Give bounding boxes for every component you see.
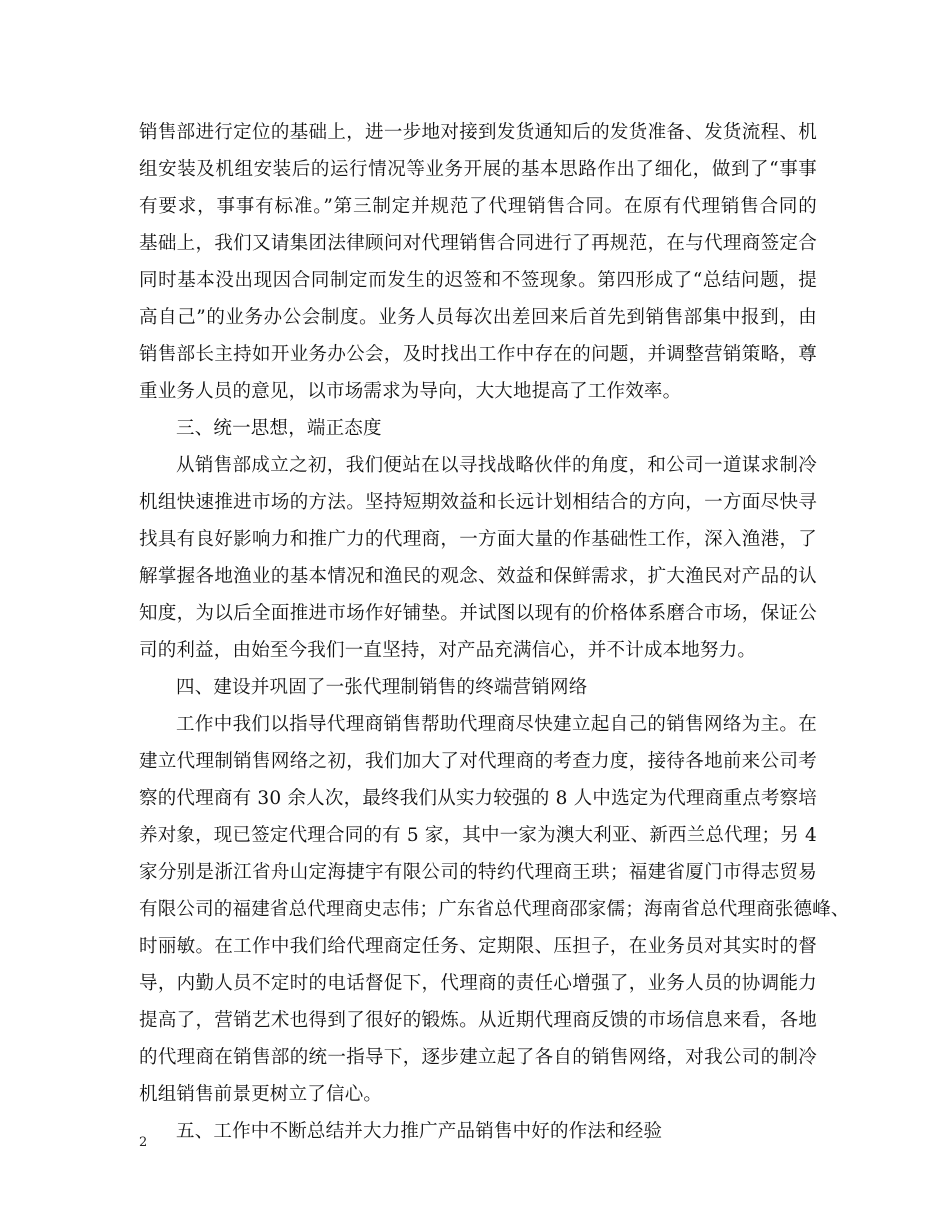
text-line: 有要求，事事有标准。”第三制定并规范了代理销售合同。在原有代理销售合同的 (139, 196, 817, 217)
text-line: 解掌握各地渔业的基本情况和渔民的观念、效益和保鲜需求，扩大渔民对产品的认 (139, 566, 817, 587)
text-line: 基础上，我们又请集团法律顾问对代理销售合同进行了再规范，在与代理商签定合 (139, 233, 817, 254)
text-line: 提高了，营销艺术也得到了很好的锻炼。从近期代理商反馈的市场信息来看，各地 (139, 1010, 817, 1031)
section-heading: 五、工作中不断总结并大力推广产品销售中好的作法和经验 (176, 1121, 663, 1142)
text-line: 有限公司的福建省总代理商史志伟；广东省总代理商邵家儒；海南省总代理商张德峰、 (139, 899, 850, 920)
text-line: 销售部进行定位的基础上，进一步地对接到发货通知后的发货准备、发货流程、机 (139, 122, 817, 143)
document-body (139, 114, 850, 1150)
text-line: 重业务人员的意见，以市场需求为导向，大大地提高了工作效率。 (139, 381, 682, 402)
text-line: 机组快速推进市场的方法。坚持短期效益和长远计划相结合的方向，一方面尽快寻 (139, 492, 817, 513)
text-line: 高自己”的业务办公会制度。业务人员每次出差回来后首先到销售部集中报到，由 (139, 307, 817, 328)
text-line: 工作中我们以指导代理商销售帮助代理商尽快建立起自己的销售网络为主。在 (176, 714, 817, 735)
section-heading: 三、统一思想，端正态度 (176, 418, 382, 439)
section-heading: 四、建设并巩固了一张代理制销售的终端营销网络 (176, 677, 588, 698)
text-line: 从销售部成立之初，我们便站在以寻找战略伙伴的角度，和公司一道谋求制冷 (176, 455, 817, 476)
text-line: 导，内勤人员不定时的电话督促下，代理商的责任心增强了，业务人员的协调能力 (139, 973, 817, 994)
text-line: 察的代理商有 30 余人次，最终我们从实力较强的 8 人中选定为代理商重点考察培 (139, 788, 817, 809)
text-line: 司的利益，由始至今我们一直坚持，对产品充满信心，并不计成本地努力。 (139, 640, 757, 661)
text-line: 的代理商在销售部的统一指导下，逐步建立起了各自的销售网络，对我公司的制冷 (139, 1047, 817, 1068)
text-line: 养对象，现已签定代理合同的有 5 家，其中一家为澳大利亚、新西兰总代理；另 4 (139, 825, 817, 846)
text-line: 建立代理制销售网络之初，我们加大了对代理商的考查力度，接待各地前来公司考 (139, 751, 817, 772)
text-line: 销售部长主持如开业务办公会，及时找出工作中存在的问题，并调整营销策略，尊 (139, 344, 817, 365)
text-line: 机组销售前景更树立了信心。 (139, 1084, 383, 1105)
text-line: 同时基本没出现因合同制定而发生的迟签和不签现象。第四形成了“总结问题，提 (139, 270, 817, 291)
text-line: 找具有良好影响力和推广力的代理商，一方面大量的作基础性工作，深入渔港，了 (139, 529, 817, 550)
text-line: 知度，为以后全面推进市场作好铺垫。并试图以现有的价格体系磨合市场，保证公 (139, 603, 817, 624)
text-line: 时丽敏。在工作中我们给代理商定任务、定期限、压担子，在业务员对其实时的督 (139, 936, 817, 957)
text-line: 组安装及机组安装后的运行情况等业务开展的基本思路作出了细化，做到了“事事 (139, 159, 817, 180)
page-number: 2 (139, 1135, 148, 1150)
text-line: 家分别是浙江省舟山定海捷宇有限公司的特约代理商王珙；福建省厦门市得志贸易 (139, 862, 817, 883)
